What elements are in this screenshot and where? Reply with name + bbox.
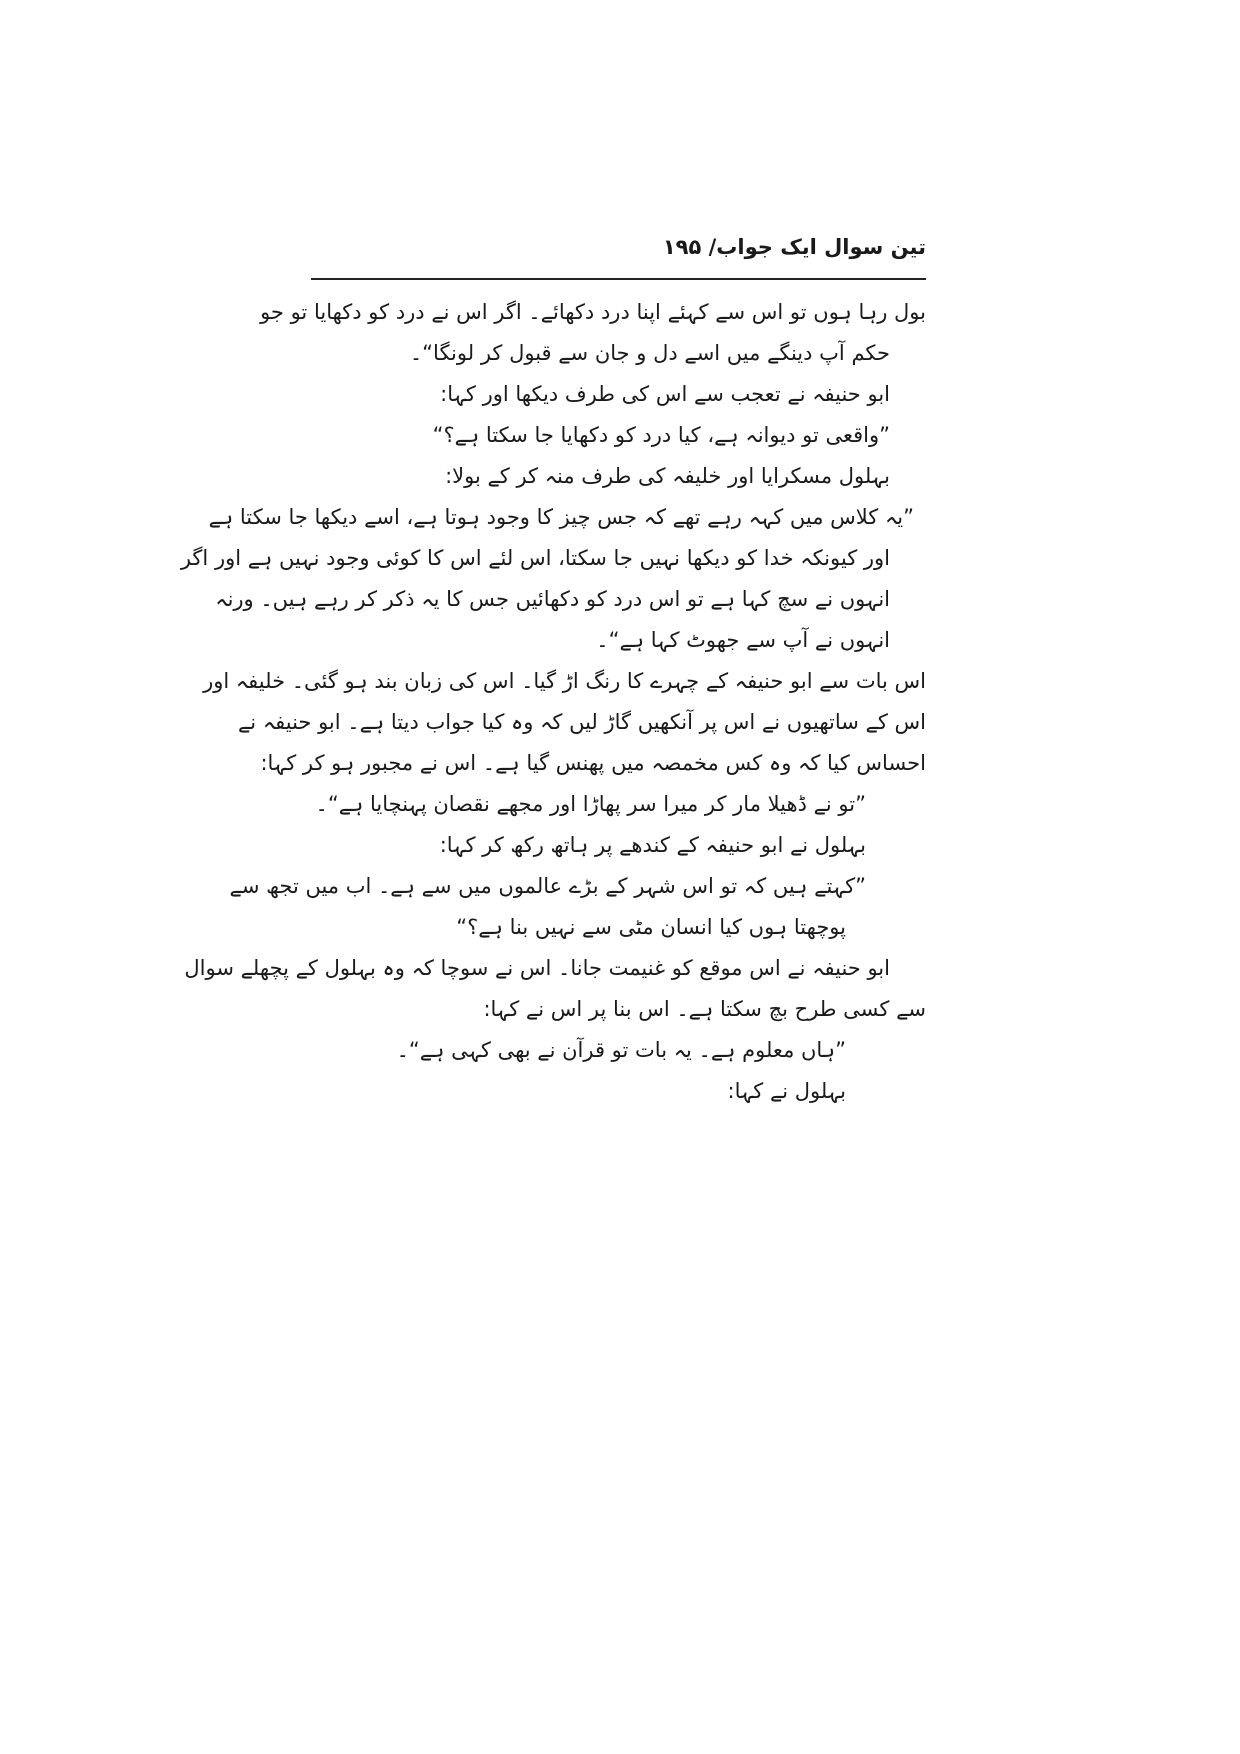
- text-line: انہوں نے آپ سے جھوٹ کہا ہے“۔: [596, 628, 890, 652]
- text-line: ابو حنیفہ نے اس موقع کو غنیمت جانا۔ اس نے سوچا کہ وہ بہلول کے پچھلے سوال: [184, 956, 890, 980]
- text-line: ”ہاں معلوم ہے۔ یہ بات تو قرآن نے بھی کہی ہے“۔: [396, 1038, 846, 1062]
- text-line: ”تو نے ڈھیلا مار کر میرا سر پھاڑا اور مجھے نقصان پہنچایا ہے“۔: [315, 792, 866, 816]
- text-line: بہلول مسکرایا اور خلیفہ کی طرف منہ کر کے بولا:: [445, 464, 890, 488]
- text-line: اور کیونکہ خدا کو دیکھا نہیں جا سکتا، اس لئے اس کا کوئی وجود نہیں ہے اور اگر: [180, 546, 890, 570]
- text-line: بہلول نے ابو حنیفہ کے کندھے پر ہاتھ رکھ کر کہا:: [439, 833, 866, 857]
- text-line: ”کہتے ہیں کہ تو اس شہر کے بڑے عالموں میں سے ہے۔ اب میں تجھ سے: [229, 874, 866, 898]
- text-line: بہلول نے کہا:: [727, 1079, 846, 1103]
- text-line: اس کے ساتھیوں نے اس پر آنکھیں گاڑ لیں کہ وہ کیا جواب دیتا ہے۔ ابو حنیفہ نے: [238, 710, 926, 734]
- text-line: حکم آپ دینگے میں اسے دل و جان سے قبول کر لونگا“۔: [409, 341, 890, 365]
- text-line: پوچھتا ہوں کیا انسان مٹی سے نہیں بنا ہے؟“: [456, 915, 846, 939]
- header-rule: [311, 278, 926, 280]
- text-line: ”واقعی تو دیوانہ ہے، کیا درد کو دکھایا جا سکتا ہے؟“: [432, 423, 890, 447]
- running-header: [311, 218, 926, 280]
- body-text: [180, 292, 926, 1112]
- text-line: اس بات سے ابو حنیفہ کے چہرے کا رنگ اڑ گیا۔ اس کی زبان بند ہو گئی۔ خلیفہ اور: [203, 669, 926, 693]
- text-line: احساس کیا کہ وہ کس مخمصہ میں پھنس گیا ہے۔ اس نے مجبور ہو کر کہا:: [260, 751, 926, 775]
- text-line: انہوں نے سچ کہا ہے تو اس درد کو دکھائیں جس کا یہ ذکر کر رہے ہیں۔ ورنہ: [215, 587, 890, 611]
- text-line: ابو حنیفہ نے تعجب سے اس کی طرف دیکھا اور کہا:: [440, 382, 890, 406]
- text-line: ”یہ کلاس میں کہہ رہے تھے کہ جس چیز کا وجود ہوتا ہے، اسے دیکھا جا سکتا ہے: [208, 505, 914, 529]
- text-line: بول رہا ہوں تو اس سے کہئے اپنا درد دکھائے۔ اگر اس نے درد کو دکھایا تو جو: [260, 300, 926, 324]
- running-title: تین سوال ایک جواب/ ۱۹۵: [662, 235, 926, 259]
- text-line: سے کسی طرح بچ سکتا ہے۔ اس بنا پر اس نے کہا:: [483, 997, 926, 1021]
